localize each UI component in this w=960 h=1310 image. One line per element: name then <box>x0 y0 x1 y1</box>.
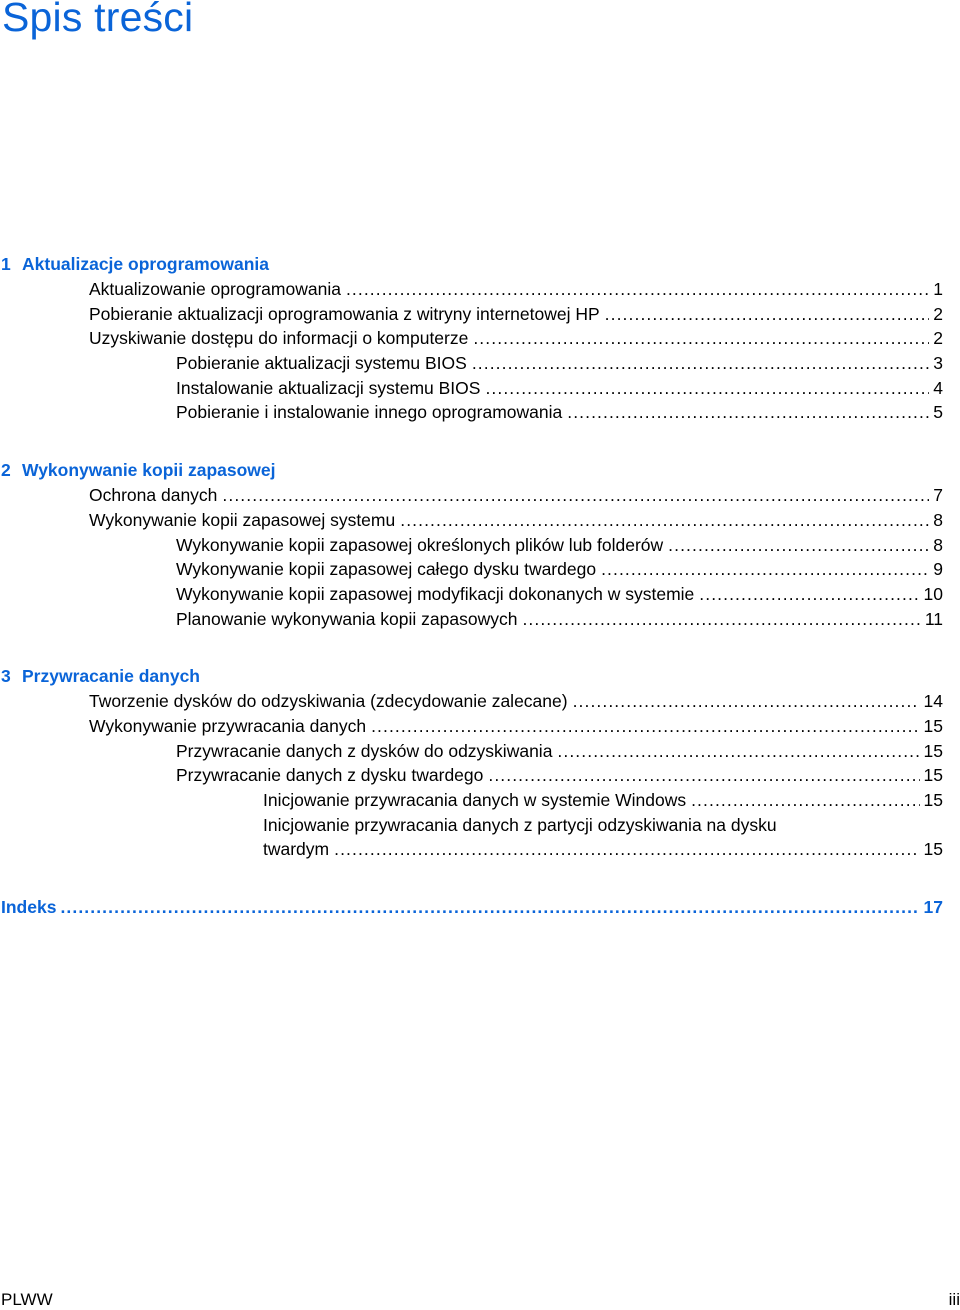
footer-code: PLWW <box>1 1290 53 1309</box>
toc-entry-page: 15 <box>923 715 943 736</box>
toc-entry-page: 9 <box>933 559 943 580</box>
toc-entry-label: Pobieranie i instalowanie innego oprogramowania <box>176 402 563 423</box>
index-page: 17 <box>923 897 943 918</box>
dot-leader <box>60 895 919 920</box>
toc-entry-page: 15 <box>923 740 943 761</box>
toc-entry[interactable] <box>0 376 943 401</box>
toc-entry[interactable] <box>0 326 943 351</box>
dot-leader <box>485 376 929 401</box>
toc-entry-page: 15 <box>923 839 943 860</box>
toc-entry-label: Pobieranie aktualizacji oprogramowania z witryny internetowej HP <box>89 303 600 324</box>
toc-entry-label: Tworzenie dysków do odzyskiwania (zdecydowanie zalecane) <box>89 691 568 712</box>
toc-entry-label: Wykonywanie przywracania danych <box>89 715 367 736</box>
toc-entry-page: 2 <box>933 328 943 349</box>
toc-entry[interactable] <box>0 813 943 838</box>
toc-entry[interactable] <box>0 607 943 632</box>
toc-entry-label: Inicjowanie przywracania danych w systemie Windows <box>263 790 687 810</box>
toc-entry-label-continued: twardym <box>263 839 330 860</box>
toc-entry-page: 3 <box>933 353 943 374</box>
toc-entry-page: 5 <box>933 402 943 423</box>
toc-entry-page: 15 <box>923 790 943 810</box>
chapter-3 <box>0 664 943 862</box>
toc-entry-page: 7 <box>933 485 943 506</box>
toc-entry-page: 11 <box>924 608 943 629</box>
toc-entry[interactable] <box>0 714 943 739</box>
chapter-1 <box>0 252 943 425</box>
dot-leader <box>605 302 930 327</box>
toc-entry-label: Wykonywanie kopii zapasowej modyfikacji dokonanych w systemie <box>176 583 695 604</box>
dot-leader <box>573 689 920 714</box>
toc-entry-page: 4 <box>933 377 943 398</box>
chapter-heading-3[interactable] <box>0 664 943 689</box>
toc-entry[interactable] <box>0 508 943 533</box>
chapter-number: 1 <box>1 254 11 274</box>
index-label: Indeks <box>1 897 57 918</box>
dot-leader <box>668 533 929 558</box>
toc-entry[interactable] <box>0 739 943 764</box>
toc-entry-label: Wykonywanie kopii zapasowej określonych plików lub folderów <box>176 534 664 555</box>
toc-entry-label: Przywracanie danych z dysków do odzyskiwania <box>176 740 553 761</box>
chapter-title: Aktualizacje oprogramowania <box>22 254 270 274</box>
dot-leader <box>334 837 919 862</box>
toc-entry-label: Planowanie wykonywania kopii zapasowych <box>176 608 518 629</box>
toc-entry[interactable] <box>0 302 943 327</box>
toc-entry-label: Pobieranie aktualizacji systemu BIOS <box>176 353 467 374</box>
chapter-heading-2[interactable] <box>0 458 943 483</box>
toc-entry-label: Uzyskiwanie dostępu do informacji o komputerze <box>89 328 469 349</box>
toc-entry[interactable] <box>0 557 943 582</box>
dot-leader <box>691 788 919 813</box>
toc-entry-label: Wykonywanie kopii zapasowej całego dysku twardego <box>176 559 597 580</box>
toc-index-entry[interactable] <box>0 895 943 920</box>
dot-leader <box>472 351 929 376</box>
toc-entry[interactable] <box>0 533 943 558</box>
toc-entry-page: 8 <box>933 534 943 555</box>
dot-leader <box>699 582 919 607</box>
toc-entry-label: Inicjowanie przywracania danych z partycji odzyskiwania na dysku <box>263 814 777 835</box>
toc-entry-page: 10 <box>923 583 943 604</box>
toc-entry-page: 14 <box>923 691 943 712</box>
dot-leader <box>400 508 929 533</box>
dot-leader <box>601 557 929 582</box>
chapter-title: Wykonywanie kopii zapasowej <box>22 460 276 481</box>
toc-entry-page: 2 <box>933 303 943 324</box>
toc-entry[interactable] <box>0 689 943 714</box>
dot-leader <box>567 400 929 425</box>
toc-entry[interactable] <box>0 277 943 302</box>
toc-entry-continuation[interactable] <box>0 837 943 862</box>
dot-leader <box>346 277 929 302</box>
table-of-contents <box>0 252 943 920</box>
chapter-heading-1[interactable] <box>0 252 943 277</box>
toc-entry[interactable] <box>0 763 943 788</box>
toc-entry[interactable] <box>0 351 943 376</box>
dot-leader <box>473 326 929 351</box>
dot-leader <box>522 607 920 632</box>
chapter-2 <box>0 458 943 631</box>
toc-entry-page: 15 <box>923 765 943 786</box>
toc-entry[interactable] <box>0 582 943 607</box>
toc-entry-label: Przywracanie danych z dysku twardego <box>176 765 484 786</box>
dot-leader <box>557 739 919 764</box>
chapter-number: 3 <box>1 666 11 687</box>
toc-entry-label: Aktualizowanie oprogramowania <box>89 279 341 299</box>
dot-leader <box>488 763 919 788</box>
toc-entry-page: 8 <box>933 509 943 530</box>
toc-entry-page: 1 <box>933 279 943 299</box>
toc-entry-label: Instalowanie aktualizacji systemu BIOS <box>176 377 481 398</box>
chapter-title: Przywracanie danych <box>22 666 200 687</box>
footer-page-number: iii <box>948 1290 960 1309</box>
page-title: Spis treści <box>2 0 194 40</box>
toc-entry[interactable] <box>0 400 943 425</box>
toc-entry[interactable] <box>0 483 943 508</box>
toc-entry-label: Wykonywanie kopii zapasowej systemu <box>89 509 396 530</box>
dot-leader <box>371 714 919 739</box>
dot-leader <box>222 483 929 508</box>
chapter-number: 2 <box>1 460 11 481</box>
toc-entry[interactable] <box>0 788 943 813</box>
toc-entry-label: Ochrona danych <box>89 485 218 506</box>
